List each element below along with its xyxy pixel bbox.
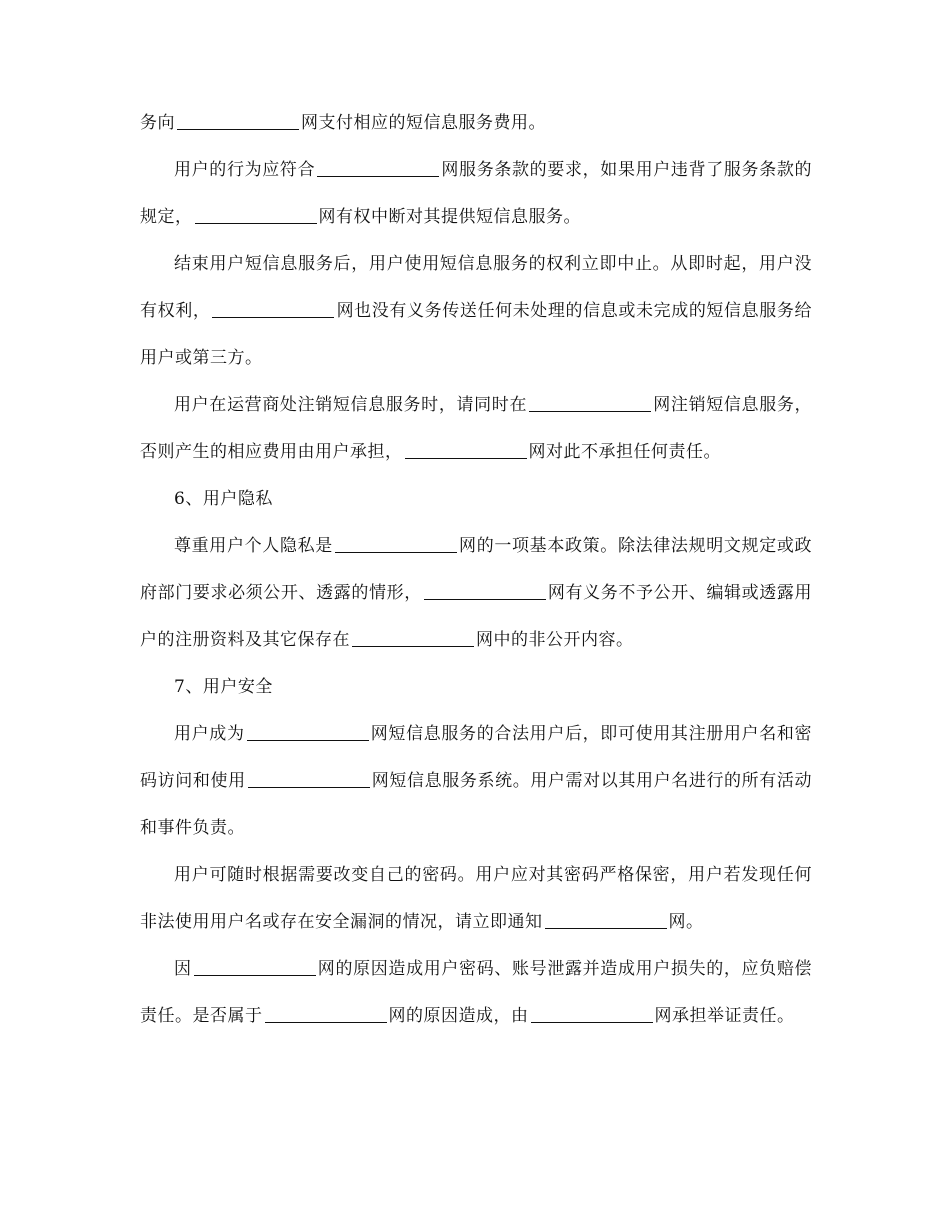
text-segment: 用户在运营商处注销短信息服务时，请同时在 (174, 395, 528, 415)
text-segment: 网中的非公开内容。 (476, 630, 634, 650)
document-body (140, 100, 812, 1040)
text-segment: 用户的行为应符合 (174, 160, 316, 180)
section-heading-privacy: 6、用户隐私 (174, 489, 273, 509)
text-segment: 网也没有义务传送任何未处理的信息或未完成的短信息服务给用户或第三方。 (140, 301, 813, 368)
blank-website-name (424, 582, 546, 600)
text-segment: 网支付相应的短信息服务费用。 (301, 113, 546, 133)
text-segment: 网的一项基本政策。除法律法规明文规定或政府部门要求必须公开、透露的情形， (140, 536, 813, 603)
blank-website-name (194, 958, 316, 976)
paragraph-legal-user (140, 711, 812, 852)
blank-website-name (195, 206, 317, 224)
blank-website-name (212, 300, 334, 318)
blank-website-name (247, 723, 369, 741)
blank-website-name (265, 1005, 387, 1023)
text-segment: 网注销短信息服务，否则产生的相应费用由用户承担， (140, 395, 813, 462)
text-segment: 网有权中断对其提供短信息服务。 (318, 207, 581, 227)
text-segment: 网短信息服务的合法用户后，即可使用其注册用户名和密码访问和使用 (140, 724, 813, 791)
text-segment: 用户可随时根据需要改变自己的密码。用户应对其密码严格保密，用户若发现任何非法使用用户名或存在安全漏洞的情况，请立即通知 (140, 865, 812, 932)
section-heading-security: 7、用户安全 (174, 677, 273, 697)
blank-website-name (352, 629, 474, 647)
text-segment: 务向 (140, 113, 175, 133)
blank-website-name (177, 112, 299, 130)
paragraph-user-conduct (140, 147, 812, 241)
blank-website-name (529, 394, 651, 412)
paragraph-privacy-policy (140, 523, 812, 664)
text-segment: 网。 (668, 912, 704, 932)
paragraph-liability (140, 946, 812, 1040)
paragraph-cancellation (140, 382, 812, 476)
text-segment: 用户成为 (174, 724, 245, 744)
paragraph-password (140, 852, 812, 946)
text-segment: 网有义务不予公开、编辑或透露用户的注册资料及其它保存在 (140, 583, 813, 650)
text-segment: 网短信息服务系统。用户需对以其用户名进行的所有活动和事件负责。 (140, 771, 813, 838)
text-segment: 网服务条款的要求，如果用户违背了服务条款的规定， (140, 160, 813, 227)
text-segment: 结束用户短信息服务后，用户使用短信息服务的权利立即中止。从即时起，用户没有权利， (140, 254, 812, 321)
paragraph-fee-payment (140, 100, 812, 147)
blank-website-name (531, 1005, 653, 1023)
text-segment: 网的原因造成，由 (388, 1006, 529, 1026)
blank-website-name (248, 770, 370, 788)
blank-website-name (405, 441, 527, 459)
text-segment: 尊重用户个人隐私是 (174, 536, 333, 556)
blank-website-name (317, 159, 439, 177)
text-segment: 因 (174, 959, 192, 979)
text-segment: 网对此不承担任何责任。 (528, 442, 721, 462)
blank-website-name (545, 911, 667, 929)
paragraph-service-termination (140, 241, 812, 382)
blank-website-name (335, 535, 457, 553)
text-segment: 网的原因造成用户密码、账号泄露并造成用户损失的，应负赔偿责任。是否属于 (140, 959, 812, 1026)
text-segment: 网承担举证责任。 (654, 1006, 795, 1026)
